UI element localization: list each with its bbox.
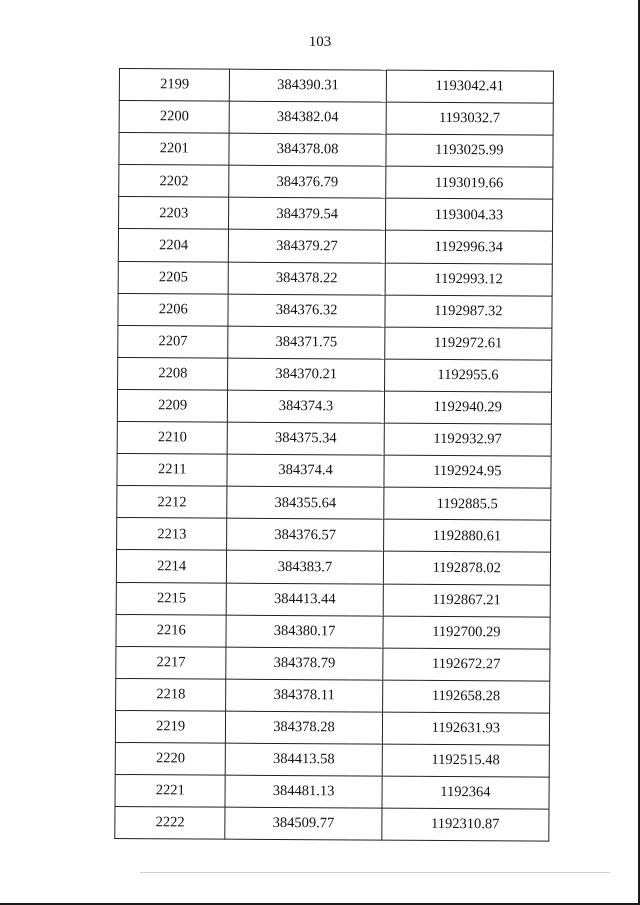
- table-row: [118, 325, 552, 360]
- y-coordinate-cell: 1192700.29: [383, 616, 550, 649]
- scan-artifact-line: [140, 872, 610, 873]
- x-coordinate-cell: 384379.54: [229, 198, 385, 231]
- point-number-cell: 2199: [119, 69, 230, 102]
- table-row: [117, 518, 551, 553]
- point-number-cell: 2202: [119, 165, 230, 198]
- point-number-cell: 2221: [115, 775, 226, 808]
- y-coordinate-cell: 1192631.93: [382, 712, 549, 745]
- point-number-cell: 2218: [116, 678, 227, 711]
- x-coordinate-cell: 384376.32: [228, 294, 384, 327]
- x-coordinate-cell: 384509.77: [225, 807, 381, 840]
- x-coordinate-cell: 384378.08: [229, 133, 385, 166]
- x-coordinate-cell: 384370.21: [228, 358, 384, 391]
- page-number: 103: [308, 34, 332, 50]
- point-number-cell: 2208: [118, 357, 229, 390]
- x-coordinate-cell: 384376.79: [229, 165, 385, 198]
- x-coordinate-cell: 384382.04: [230, 101, 386, 134]
- y-coordinate-cell: 1192932.97: [384, 423, 551, 456]
- point-number-cell: 2205: [118, 261, 229, 294]
- y-coordinate-cell: 1193004.33: [385, 199, 552, 232]
- point-number-cell: 2212: [117, 486, 228, 519]
- x-coordinate-cell: 384390.31: [230, 69, 386, 102]
- y-coordinate-cell: 1192364: [382, 776, 549, 809]
- y-coordinate-cell: 1193032.7: [386, 102, 553, 135]
- table-row: [116, 550, 550, 585]
- table-row: [119, 165, 553, 200]
- x-coordinate-cell: 384380.17: [226, 615, 382, 648]
- table-row: [119, 101, 553, 136]
- x-coordinate-cell: 384355.64: [227, 486, 383, 519]
- point-number-cell: 2207: [118, 325, 229, 358]
- x-coordinate-cell: 384378.28: [226, 711, 382, 744]
- y-coordinate-cell: 1192880.61: [383, 519, 550, 552]
- table-row: [118, 261, 552, 296]
- y-coordinate-cell: 1192996.34: [385, 231, 552, 264]
- table-row: [118, 357, 552, 392]
- point-number-cell: 2219: [115, 710, 226, 743]
- x-coordinate-cell: 384374.4: [227, 454, 383, 487]
- table-row: [115, 807, 549, 842]
- coordinate-table: [114, 68, 554, 842]
- table-row: [116, 678, 550, 713]
- point-number-cell: 2214: [116, 550, 227, 583]
- point-number-cell: 2215: [116, 582, 227, 615]
- x-coordinate-cell: 384375.34: [228, 422, 384, 455]
- y-coordinate-cell: 1192878.02: [383, 552, 550, 585]
- point-number-cell: 2204: [118, 229, 229, 262]
- y-coordinate-cell: 1192885.5: [383, 487, 550, 520]
- x-coordinate-cell: 384374.3: [228, 390, 384, 423]
- point-number-cell: 2200: [119, 101, 230, 134]
- point-number-cell: 2203: [119, 197, 230, 230]
- point-number-cell: 2210: [117, 422, 228, 455]
- table-row: [115, 775, 549, 810]
- y-coordinate-cell: 1192940.29: [384, 391, 551, 424]
- x-coordinate-cell: 384378.11: [226, 679, 382, 712]
- table-row: [118, 229, 552, 264]
- point-number-cell: 2209: [117, 389, 228, 422]
- table-row: [116, 646, 550, 681]
- x-coordinate-cell: 384371.75: [228, 326, 384, 359]
- point-number-cell: 2220: [115, 742, 226, 775]
- y-coordinate-cell: 1192972.61: [384, 327, 551, 360]
- x-coordinate-cell: 384379.27: [229, 230, 385, 263]
- y-coordinate-cell: 1192658.28: [382, 680, 549, 713]
- x-coordinate-cell: 384378.79: [226, 647, 382, 680]
- point-number-cell: 2206: [118, 293, 229, 326]
- table-row: [117, 389, 551, 424]
- table-body: [115, 69, 554, 842]
- table-row: [119, 69, 553, 104]
- y-coordinate-cell: 1192987.32: [385, 295, 552, 328]
- point-number-cell: 2216: [116, 614, 227, 647]
- table-row: [119, 197, 553, 232]
- table-row: [119, 133, 553, 168]
- table-row: [115, 710, 549, 745]
- point-number-cell: 2201: [119, 133, 230, 166]
- table-row: [118, 293, 552, 328]
- table-row: [116, 582, 550, 617]
- table-row: [115, 742, 549, 777]
- table-row: [116, 614, 550, 649]
- point-number-cell: 2217: [116, 646, 227, 679]
- y-coordinate-cell: 1192924.95: [384, 455, 551, 488]
- y-coordinate-cell: 1193025.99: [386, 134, 553, 167]
- table-row: [117, 422, 551, 457]
- y-coordinate-cell: 1193042.41: [386, 70, 553, 103]
- x-coordinate-cell: 384376.57: [227, 518, 383, 551]
- x-coordinate-cell: 384413.44: [227, 583, 383, 616]
- y-coordinate-cell: 1192867.21: [383, 584, 550, 617]
- table-row: [117, 486, 551, 521]
- point-number-cell: 2222: [115, 807, 226, 840]
- y-coordinate-cell: 1192993.12: [385, 263, 552, 296]
- x-coordinate-cell: 384481.13: [225, 775, 381, 808]
- point-number-cell: 2211: [117, 454, 228, 487]
- x-coordinate-cell: 384378.22: [229, 262, 385, 295]
- y-coordinate-cell: 1192955.6: [384, 359, 551, 392]
- point-number-cell: 2213: [117, 518, 228, 551]
- x-coordinate-cell: 384383.7: [227, 551, 383, 584]
- y-coordinate-cell: 1192515.48: [382, 744, 549, 777]
- y-coordinate-cell: 1193019.66: [385, 166, 552, 199]
- table-row: [117, 454, 551, 489]
- y-coordinate-cell: 1192672.27: [382, 648, 549, 681]
- x-coordinate-cell: 384413.58: [226, 743, 382, 776]
- y-coordinate-cell: 1192310.87: [381, 808, 548, 841]
